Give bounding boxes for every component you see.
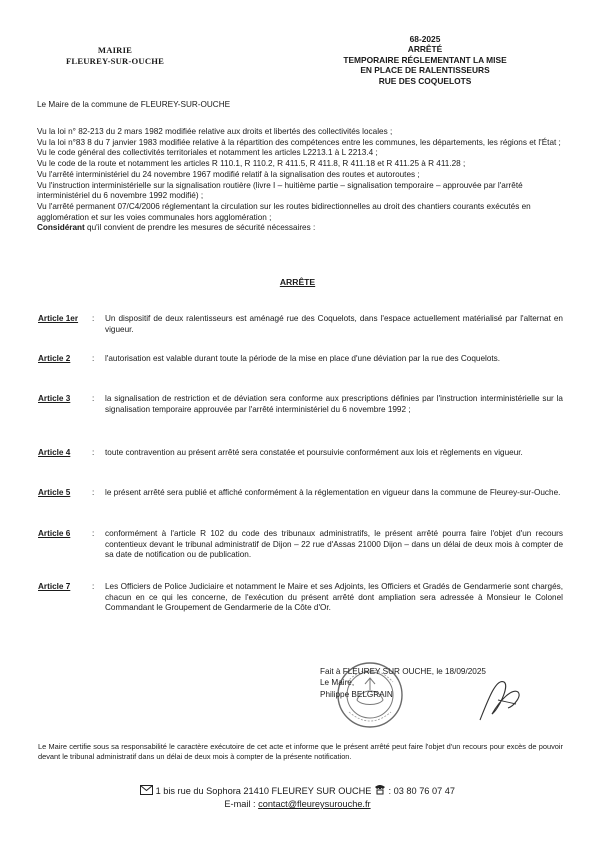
article-7-text: Les Officiers de Police Judiciaire et notamment le Maire et ses Adjoints, les Officiers et Gradés de Gendarmerie sont chargés, chacun en ce qui les concerne, de l'exécution du présent arrêté dont ampliation sera adressée à Monsieur le Colonel Commandant le Groupement de Gendarmerie de la Côte d'Or. (105, 582, 563, 613)
email-label: E-mail : (224, 799, 259, 809)
article-1-text: Un dispositif de deux ralentisseurs est aménagé rue des Coquelots, dans l'espace actuellement matérialisé par l'alternat en vigueur. (105, 314, 563, 334)
article-4-text: toute contravention au présent arrêté sera constatée et poursuivie conformément aux lois et règlements en vigueur. (105, 448, 523, 457)
visa-item: Vu la loi n°83 8 du 7 janvier 1983 modifiée relative à la répartition des compétences entre les communes, les départements, les régions et l'État ; (37, 137, 561, 147)
visas-list (37, 127, 569, 234)
article-4-label: Article 4 (38, 448, 71, 457)
article-1-label: Article 1er (38, 314, 79, 323)
visa-item: Vu l'instruction interministérielle sur la signalisation routière (livre I – huitième partie – signalisation temporaire – approuvée par l'arrêté interministériel du 6 novembre 1992 modifié) ; (37, 180, 523, 201)
signature-place-date: Fait à FLEUREY SUR OUCHE, le 18/09/2025 (320, 667, 486, 676)
article-3-text: la signalisation de restriction et de déviation sera conforme aux prescriptions définies par l'instruction interministérielle sur la signalisation temporaire approuvée par l'arrêté interministériel du 6 novembre 1992 ; (105, 394, 563, 414)
decree-title-line-3: RUE DES COQUELOTS (378, 75, 472, 86)
decree-title-block (320, 34, 530, 86)
email-link[interactable]: contact@fleureysurouche.fr (258, 799, 371, 809)
decree-type: ARRÊTÉ (407, 44, 443, 55)
visa-item: Vu le code de la route et notamment les articles R 110.1, R 110.2, R 411.5, R 411.8, R 411.18 et R 411.25 à R 411.28 ; (37, 159, 466, 169)
article-separator: : (92, 394, 95, 403)
article-7-label: Article 7 (38, 582, 71, 591)
mairie-header (40, 45, 190, 67)
article-separator: : (92, 582, 95, 591)
article-2-text: l'autorisation est valable durant toute la période de la mise en place d'une déviation par la rue des Coquelots. (105, 354, 501, 363)
visa-item: Vu l'arrêté interministériel du 24 novembre 1967 modifié relatif à la signalisation des routes et autoroutes ; (37, 169, 420, 179)
article-6-text: conformément à l'article R 102 du code des tribunaux administratifs, le présent arrêté pourra faire l'objet d'un recours contentieux devant le tribunal administratif de Dijon – 22 rue d'Assas 21000 Dijon – dans un délai de deux mois à compter de sa date de notification ou de publication. (105, 529, 563, 560)
intro-line: Le Maire de la commune de FLEUREY-SUR-OUCHE (37, 100, 231, 109)
article-separator: : (92, 529, 95, 538)
envelope-icon (140, 785, 153, 799)
phone-icon (374, 784, 386, 799)
article-separator: : (92, 448, 95, 457)
contact-address: 1 bis rue du Sophora 21410 FLEUREY SUR OUCHE (155, 785, 372, 796)
decree-number: 68-2025 (409, 34, 441, 44)
legal-footnote: Le Maire certifie sous sa responsabilité le caractère exécutoire de cet acte et informe que le présent arrêté peut faire l'objet d'un recours pour excès de pouvoir devant le tribunal administratif dans un délai de deux mois à compter de la présente notification. (38, 742, 563, 761)
article-5-label: Article 5 (38, 488, 71, 497)
article-5-text: le présent arrêté sera publié et affiché conformément à la réglementation en vigueur dans la commune de Fleurey-sur-Ouche. (105, 488, 561, 497)
visa-item: Vu le code général des collectivités territoriales et notamment les articles L2213.1 à L 2213.4 ; (37, 148, 378, 158)
contact-email-line (0, 798, 595, 811)
visa-item: Vu l'arrêté permanent 07/C4/2006 réglementant la circulation sur les routes bidirectionnelles au droit des chantiers courants exécutés en agglomération et sur les voies communales hors agglomération ; (37, 201, 531, 222)
article-3-label: Article 3 (38, 394, 71, 403)
signature-name: Philippe BELGRAIN (320, 689, 393, 699)
contact-phone: : 03 80 76 07 47 (388, 785, 455, 796)
commune-name: FLEUREY-SUR-OUCHE (65, 56, 165, 66)
decree-title-line-2: EN PLACE DE RALENTISSEURS (360, 65, 490, 76)
arrete-heading: ARRÊTE (279, 277, 316, 287)
article-separator: : (92, 488, 95, 497)
signature-block (320, 666, 486, 700)
handwritten-signature (470, 670, 530, 735)
contact-address-line (0, 784, 595, 799)
considerant-label: Considérant (37, 223, 85, 233)
article-separator: : (92, 314, 95, 323)
article-6-label: Article 6 (38, 529, 71, 538)
mairie-label: MAIRIE (97, 45, 133, 55)
decree-title-line-1: TEMPORAIRE RÉGLEMENTANT LA MISE (343, 54, 507, 65)
considerant-line (37, 223, 569, 234)
visa-item: Vu la loi n° 82-213 du 2 mars 1982 modifiée relative aux droits et libertés des collectivités locales ; (37, 127, 393, 136)
considerant-text: qu'il convient de prendre les mesures de sécurité nécessaires : (84, 223, 316, 233)
article-separator: : (92, 354, 95, 363)
signature-role: Le Maire, (320, 678, 355, 688)
article-2-label: Article 2 (38, 354, 71, 363)
